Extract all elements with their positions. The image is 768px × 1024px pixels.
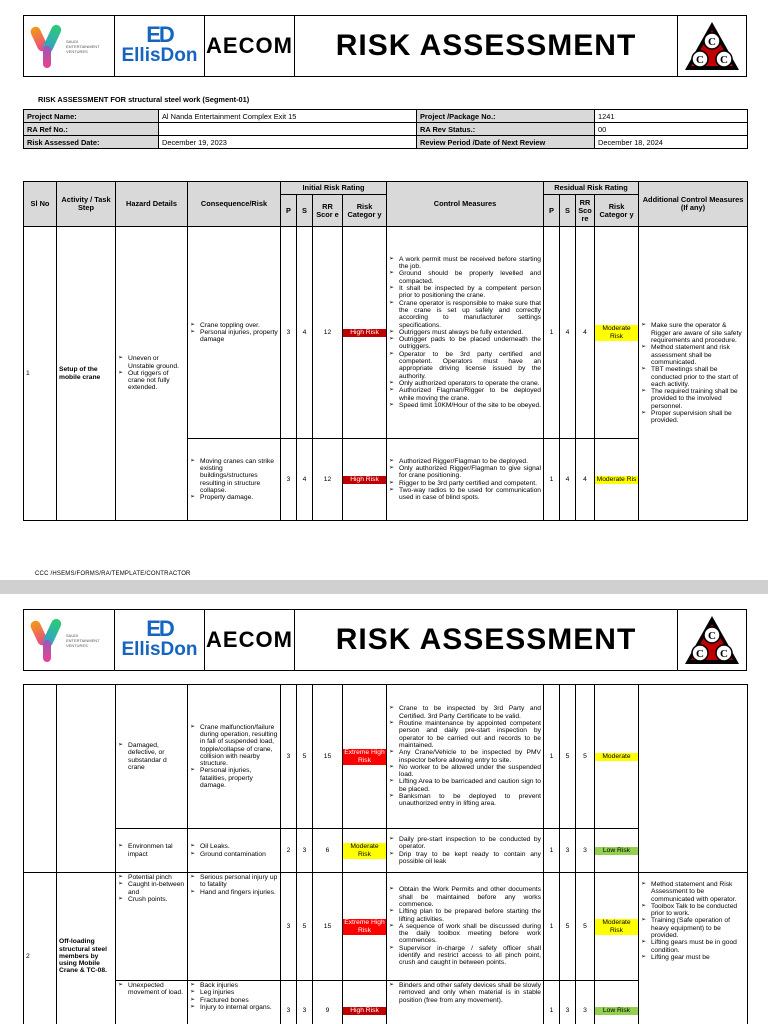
svg-text:C: C: [708, 630, 716, 642]
list-item: ➢ Lifting gear must be: [641, 954, 745, 961]
yv-logo-text: SAUDI ENTERTAINMENT VENTURES: [66, 38, 100, 54]
col-cat2: Risk Categor y: [595, 195, 639, 227]
list-item: ➢ Outrigger pads to be placed underneath the outriggers.: [389, 336, 541, 351]
ra-ref-value: [159, 123, 417, 136]
form-footer: CCC /HSEMS/FORMS/RA/TEMPLATE/CONTRACTOR: [35, 571, 191, 577]
hazard-cell: [116, 873, 188, 981]
residual-category-badge: Moderate Risk: [595, 325, 638, 341]
p-value: 3: [281, 685, 297, 829]
sl-no-cell: 2: [24, 873, 57, 1024]
list-item: ➢ Outriggers must always be fully extended.: [389, 329, 541, 336]
rr2-value: 3: [576, 981, 595, 1024]
review-value: December 18, 2024: [595, 136, 748, 149]
yv-logo-cell: [24, 610, 115, 670]
control-cell: [387, 227, 544, 439]
additional-list: [641, 322, 745, 424]
list-item: ➢ Only authorized operators to operate the crane.: [389, 380, 541, 387]
s-value: 3: [297, 829, 313, 873]
control-list: [389, 256, 541, 409]
control-list: [389, 458, 541, 502]
control-cell: [387, 829, 544, 873]
project-name-label: Project Name:: [24, 110, 159, 123]
p-value: 3: [281, 873, 297, 981]
svg-text:C: C: [720, 54, 728, 66]
consequence-cell: [188, 829, 281, 873]
p-value: 3: [281, 227, 297, 439]
list-item: ➢ Crane operator is responsible to make sure that the crane is set up safely and correctly according to manufacturer settings specifications.: [389, 300, 541, 329]
list-item: ➢ A work permit must be received before starting the job.: [389, 256, 541, 271]
risk-category-badge: High Risk: [343, 1007, 386, 1015]
control-cell: [387, 439, 544, 521]
control-list: [389, 836, 541, 865]
control-list: [389, 886, 541, 966]
risk-category-badge: High Risk: [343, 476, 386, 484]
control-cell: [387, 873, 544, 981]
list-item: ➢ Make sure the operator & Rigger are aware of site safety requirements and procedure.: [641, 322, 745, 344]
rr2-value: 3: [576, 829, 595, 873]
list-item: ➢ Uneven or Unstable ground.: [118, 355, 185, 370]
residual-category-cell: [595, 227, 639, 439]
list-item: ➢ Training (Safe operation of heavy equipment) to be provided.: [641, 917, 745, 939]
ra-rev-label: RA Rev Status.:: [417, 123, 595, 136]
list-item: ➢ Speed limit 10KM/Hour of the site to be obeyed.: [389, 402, 541, 409]
s-value: 3: [297, 981, 313, 1024]
p-value: 3: [281, 981, 297, 1024]
p2-value: 1: [544, 685, 560, 829]
residual-category-badge: Low Risk: [595, 1007, 638, 1015]
list-item: ➢ Lifting Area to be barricaded and caution sign to be placed.: [389, 778, 541, 793]
list-item: ➢ Hand and fingers injuries.: [190, 889, 278, 896]
list-item: ➢ Unexpected movement of load.: [118, 982, 185, 997]
hazard-list: [118, 874, 185, 903]
col-residual-rating: Residual Risk Rating: [544, 182, 639, 195]
list-item: ➢ Damaged, defective, or substandar d crane: [118, 742, 185, 771]
ccc-triangle-icon: [683, 20, 741, 72]
list-item: ➢ Lifting gears must be in good condition.: [641, 939, 745, 954]
list-item: ➢ The required training shall be provided to the involved personnel.: [641, 388, 745, 410]
col-sl-no: Sl No: [24, 182, 57, 227]
sl-no-cell: [24, 685, 57, 873]
p-value: 3: [281, 439, 297, 521]
document-title: RISK ASSESSMENT FOR structural steel work (Segment-01): [38, 95, 250, 104]
s-value: 4: [297, 439, 313, 521]
list-item: ➢ Crane to be inspected by 3rd Party and Certified. 3rd Party Certificate to be valid.: [389, 705, 541, 720]
activity-cell: Setup of the mobile crane: [57, 227, 116, 521]
assessed-date-label: Risk Assessed Date:: [24, 136, 159, 149]
s2-value: 4: [560, 227, 576, 439]
list-item: ➢ Authorized Rigger/Flagman to be deployed.: [389, 458, 541, 465]
consequence-cell: [188, 873, 281, 981]
risk-category-cell: [343, 439, 387, 521]
package-value: 1241: [595, 110, 748, 123]
additional-cell: [639, 227, 748, 521]
control-cell: [387, 685, 544, 829]
ccc-logo: [678, 610, 746, 670]
list-item: ➢ Environmen tal impact: [118, 843, 185, 858]
project-info-table: [23, 109, 748, 149]
yv-logo: [32, 24, 62, 68]
list-item: ➢ Rigger to be 3rd party certified and competent.: [389, 480, 541, 487]
page-header: [23, 15, 747, 77]
col-activity: Activity / Task Step: [57, 182, 116, 227]
review-label: Review Period /Date of Next Review: [417, 136, 595, 149]
residual-category-cell: [595, 439, 639, 521]
svg-text:C: C: [696, 648, 704, 660]
list-item: ➢ Personal injuries, fatalities, property damage.: [190, 767, 278, 789]
s2-value: 4: [560, 439, 576, 521]
yv-logo-text: SAUDI ENTERTAINMENT VENTURES: [66, 632, 100, 648]
page-2: [0, 594, 768, 1024]
residual-category-cell: [595, 873, 639, 981]
list-item: ➢ Back injuries: [190, 982, 278, 989]
hazard-list: [118, 843, 185, 858]
project-name-value: Al Nanda Entertainment Complex Exit 15: [159, 110, 417, 123]
list-item: ➢ Ground should be properly levelled and compacted.: [389, 270, 541, 285]
risk-table-page-1: [23, 181, 748, 521]
hazard-cell: [116, 685, 188, 829]
risk-category-cell: [343, 981, 387, 1024]
ccc-logo: [678, 16, 746, 76]
list-item: ➢ Banksman to be deployed to prevent unauthorized entry in lifting area.: [389, 793, 541, 808]
p-value: 2: [281, 829, 297, 873]
list-item: ➢ Caught in-between and: [118, 881, 185, 896]
page-separator: [0, 580, 768, 594]
ellisdon-logo: [115, 16, 205, 76]
list-item: ➢ Two-way radios to be used for communication used in case of blind spots.: [389, 487, 541, 502]
package-label: Project /Package No.:: [417, 110, 595, 123]
col-additional: Additional Control Measures (If any): [639, 182, 748, 227]
list-item: ➢ Ground contamination: [190, 851, 278, 858]
list-item: ➢ Supervisor in-charge / safety officer shall identify and restrict access to all pinch point, crush and caught in between points.: [389, 945, 541, 967]
rr2-value: 4: [576, 227, 595, 439]
svg-text:C: C: [696, 54, 704, 66]
list-item: ➢ Daily pre-start inspection to be conducted by operator.: [389, 836, 541, 851]
table-row: [24, 227, 748, 439]
list-item: ➢ Serious personal injury up to fatality: [190, 874, 278, 889]
p2-value: 1: [544, 829, 560, 873]
sl-no-cell: 1: [24, 227, 57, 521]
list-item: ➢ Injury to internal organs.: [190, 1004, 278, 1011]
p2-value: 1: [544, 981, 560, 1024]
page-header: [23, 609, 747, 671]
consequence-list: [190, 458, 278, 502]
consequence-cell: [188, 685, 281, 829]
aecom-logo: AECOM: [205, 16, 295, 76]
control-list: [389, 982, 541, 1004]
list-item: ➢ Personal injuries, property damage: [190, 329, 278, 344]
activity-cell: Off-loading structural steel members by using Mobile Crane & TC-08.: [57, 873, 116, 1024]
col-s2: S: [560, 195, 576, 227]
consequence-list: [190, 843, 278, 858]
svg-text:C: C: [708, 36, 716, 48]
residual-category-cell: [595, 829, 639, 873]
list-item: ➢ Lifting plan to be prepared before starting the lifting activities.: [389, 908, 541, 923]
col-s: S: [297, 195, 313, 227]
list-item: ➢ Leg injuries: [190, 989, 278, 996]
list-item: ➢ Binders and other safety devices shall be slowly removed and only when material is in stable position (free from any movement).: [389, 982, 541, 1004]
p2-value: 1: [544, 439, 560, 521]
residual-category-cell: [595, 685, 639, 829]
list-item: ➢ Authorized Flagman/Rigger to be deployed while moving the crane.: [389, 387, 541, 402]
list-item: ➢ Out riggers of crane not fully extended.: [118, 370, 185, 392]
activity-cell: [57, 685, 116, 873]
additional-cell: [639, 685, 748, 873]
consequence-cell: [188, 439, 281, 521]
s2-value: 5: [560, 873, 576, 981]
s-value: 4: [297, 227, 313, 439]
col-p2: P: [544, 195, 560, 227]
yv-logo-cell: [24, 16, 115, 76]
rr2-value: 5: [576, 873, 595, 981]
col-p: P: [281, 195, 297, 227]
list-item: ➢ Any Crane/Vehicle to be inspected by PMV inspector before allowing entry to site.: [389, 749, 541, 764]
col-control: Control Measures: [387, 182, 544, 227]
p2-value: 1: [544, 873, 560, 981]
rr-value: 15: [313, 873, 343, 981]
list-item: ➢ No worker to be allowed under the suspended load.: [389, 764, 541, 779]
s2-value: 5: [560, 685, 576, 829]
hazard-cell: [116, 981, 188, 1024]
control-list: [389, 705, 541, 807]
rr2-value: 5: [576, 685, 595, 829]
assessed-date-value: December 19, 2023: [159, 136, 417, 149]
risk-category-cell: [343, 873, 387, 981]
risk-category-badge: Extreme High Risk: [344, 918, 385, 934]
list-item: ➢ TBT meetings shall be conducted prior to the start of each activity.: [641, 366, 745, 388]
ellisdon-text: EllisDon: [121, 45, 198, 66]
list-item: ➢ Crane malfunction/failure during operation, resulting in fall of suspended load, topple/collapse of crane, collision with nearby structure.: [190, 724, 278, 768]
hazard-list: [118, 355, 185, 391]
list-item: ➢ Fractured bones: [190, 997, 278, 1004]
list-item: ➢ Oil Leaks.: [190, 843, 278, 850]
residual-category-cell: [595, 981, 639, 1024]
hazard-cell: [116, 829, 188, 873]
list-item: ➢ Only authorized Rigger/Flagman to give signal for crane positioning.: [389, 465, 541, 480]
list-item: ➢ Method statement and Risk Assessment to be communicated with operator.: [641, 881, 745, 903]
list-item: ➢ Crane toppling over.: [190, 322, 278, 329]
s-value: 5: [297, 685, 313, 829]
additional-cell: [639, 873, 748, 1024]
aecom-logo: AECOM: [205, 610, 295, 670]
page-title: RISK ASSESSMENT: [295, 16, 678, 76]
p2-value: 1: [544, 227, 560, 439]
list-item: ➢ Moving cranes can strike existing buildings/structures resulting in structure collapse.: [190, 458, 278, 494]
ellisdon-text: EllisDon: [121, 639, 198, 660]
rr-value: 6: [313, 829, 343, 873]
ccc-triangle-icon: [683, 614, 741, 666]
list-item: ➢ It shall be inspected by a competent person prior to positioning the crane.: [389, 285, 541, 300]
rr2-value: 4: [576, 439, 595, 521]
hazard-list: [118, 742, 185, 771]
col-rr: RR Scor e: [313, 195, 343, 227]
ellisdon-icon: ED: [146, 616, 173, 641]
risk-category-badge: High Risk: [343, 329, 386, 337]
list-item: ➢ Potential pinch: [118, 874, 185, 881]
ra-ref-label: RA Ref No.:: [24, 123, 159, 136]
risk-category-cell: [343, 227, 387, 439]
residual-category-badge: Moderate Ris: [596, 475, 637, 483]
list-item: ➢ Operator to be 3rd party certified and competent. Operators must have an appropriate driving license issued by the authority.: [389, 351, 541, 380]
list-item: ➢ A sequence of work shall be discussed during the daily toolbox meeting before work commences.: [389, 923, 541, 945]
consequence-cell: [188, 981, 281, 1024]
list-item: ➢ Toolbox Talk to be conducted prior to work.: [641, 903, 745, 918]
ellisdon-logo: [115, 610, 205, 670]
col-hazard: Hazard Details: [116, 182, 188, 227]
risk-category-badge: Moderate Risk: [343, 843, 386, 859]
rr-value: 12: [313, 227, 343, 439]
consequence-list: [190, 322, 278, 344]
residual-category-badge: Moderate: [595, 753, 638, 761]
ellisdon-icon: ED: [146, 22, 173, 47]
list-item: ➢ Proper supervision shall be provided.: [641, 410, 745, 425]
list-item: ➢ Drip tray to be kept ready to contain any possible oil leak: [389, 851, 541, 866]
residual-category-badge: Low Risk: [595, 847, 638, 855]
hazard-list: [118, 982, 185, 997]
risk-category-cell: [343, 829, 387, 873]
risk-table-page-2: [23, 684, 748, 1024]
list-item: ➢ Obtain the Work Permits and other documents shall be maintained before any works commence.: [389, 886, 541, 908]
consequence-cell: [188, 227, 281, 439]
list-item: ➢ Property damage.: [190, 494, 278, 501]
hazard-cell: [116, 227, 188, 521]
table-row: [24, 685, 748, 829]
page-title: RISK ASSESSMENT: [295, 610, 678, 670]
svg-text:C: C: [720, 648, 728, 660]
col-rr2: RR Sco re: [576, 195, 595, 227]
col-cat: Risk Categor y: [343, 195, 387, 227]
list-item: ➢ Routine maintenance by appointed competent person and daily pre-start inspection by operator to be carried out and records to be maintained.: [389, 720, 541, 749]
list-item: ➢ Crush points.: [118, 896, 185, 903]
ra-rev-value: 00: [595, 123, 748, 136]
rr-value: 15: [313, 685, 343, 829]
control-cell: [387, 981, 544, 1024]
list-item: ➢ Method statement and risk assessment shall be communicated.: [641, 344, 745, 366]
s2-value: 3: [560, 981, 576, 1024]
additional-list: [641, 881, 745, 961]
col-consequence: Consequence/Risk: [188, 182, 281, 227]
residual-category-badge: Moderate Risk: [595, 919, 638, 935]
rr-value: 9: [313, 981, 343, 1024]
s-value: 5: [297, 873, 313, 981]
rr-value: 12: [313, 439, 343, 521]
consequence-list: [190, 874, 278, 896]
s2-value: 3: [560, 829, 576, 873]
yv-logo: [32, 618, 62, 662]
consequence-list: [190, 982, 278, 1011]
risk-category-cell: [343, 685, 387, 829]
col-initial-rating: Initial Risk Rating: [281, 182, 387, 195]
risk-category-badge: Extreme High Risk: [344, 748, 385, 764]
table-row: [24, 873, 748, 981]
consequence-list: [190, 724, 278, 790]
